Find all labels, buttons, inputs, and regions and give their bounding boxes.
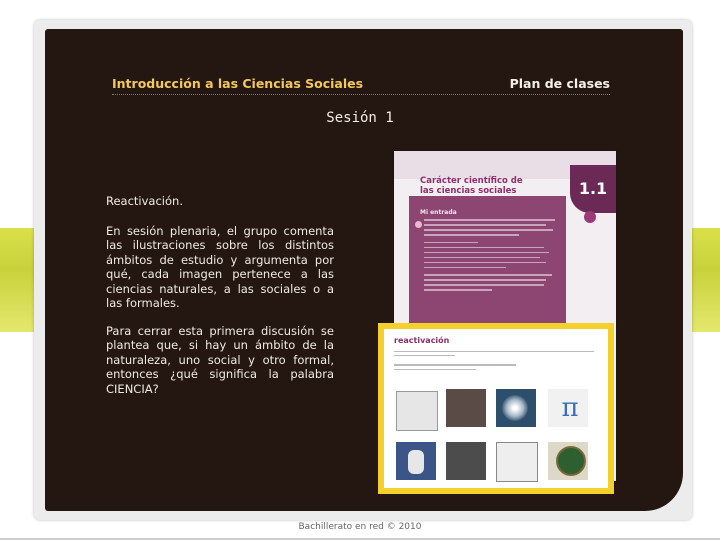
hurricane-icon: [502, 395, 528, 421]
course-title: Introducción a las Ciencias Sociales: [112, 76, 364, 91]
globe-icon: [556, 446, 586, 476]
card-text-lines: [394, 351, 598, 373]
book-page-badge: 1.1: [570, 165, 616, 213]
book-dot-icon: [415, 221, 422, 228]
section-heading: Reactivación.: [106, 194, 183, 208]
paragraph-discussion: En sesión plenaria, el grupo comenta las ilustraciones sobre los distintos ámbitos de estudio y argumenta por qué, cada imagen pertenece a las ciencias naturales, a las sociales o a las formales.: [106, 224, 334, 311]
crowd-image: [446, 389, 486, 427]
card-title: reactivación: [394, 336, 450, 345]
astronaut-icon: [408, 450, 424, 474]
historic-photo-image: [446, 442, 486, 480]
session-title: Sesión 1: [326, 110, 394, 126]
plan-label: Plan de clases: [509, 76, 610, 91]
pi-icon: π: [561, 393, 579, 423]
header-divider: [112, 94, 610, 95]
reactivation-card-body: [384, 329, 608, 488]
book-text-lines: [424, 219, 560, 294]
footer-credit: Bachillerato en red © 2010: [298, 522, 422, 532]
book-page-tab: Mi entrada: [420, 209, 457, 216]
book-page-title: Carácter científico de las ciencias sociales: [420, 176, 523, 196]
cell-image: [396, 391, 438, 431]
reactivation-card-image: [378, 323, 614, 494]
book-circle-icon: [584, 211, 596, 223]
diagram-image: [496, 442, 538, 482]
paragraph-closing: Para cerrar esta primera discusión se plantea que, si hay un ámbito de la naturaleza, uno social y otro formal, entonces ¿qué significa la palabra CIENCIA?: [106, 324, 334, 396]
